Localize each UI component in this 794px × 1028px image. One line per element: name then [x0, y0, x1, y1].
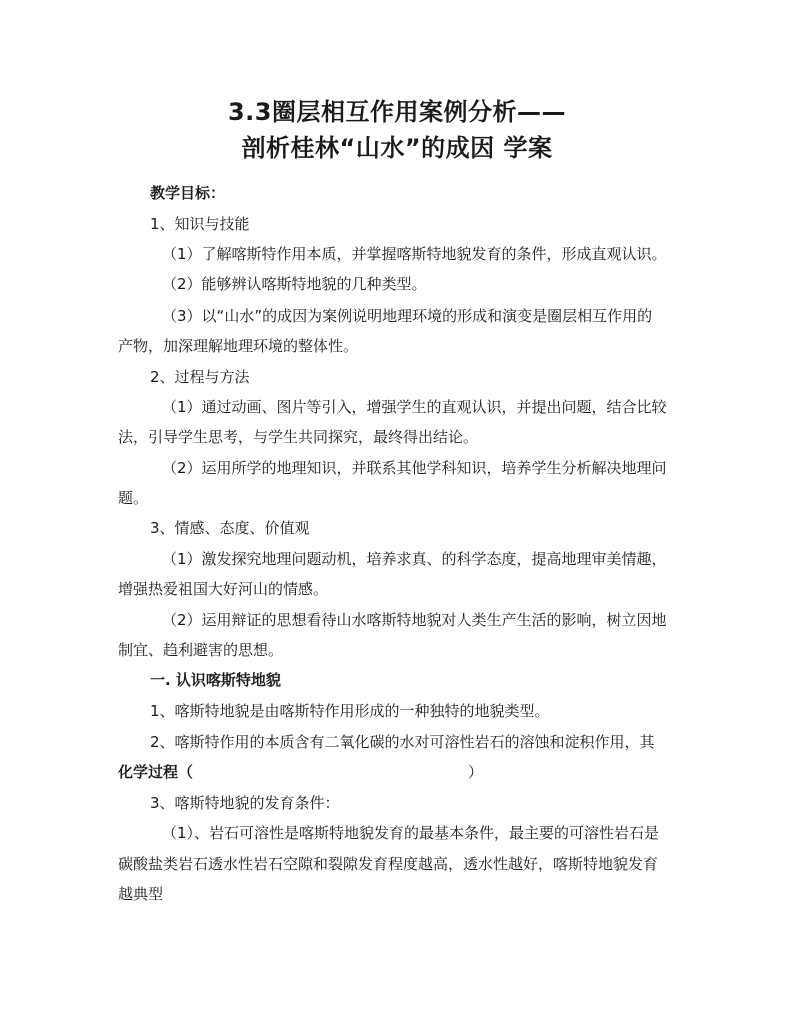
section-2-heading: 2、过程与方法: [150, 368, 250, 386]
objective-3-item-1-cont: 增强热爱祖国大好河山的情感。: [118, 580, 329, 598]
condition-item-1-end: 越典型: [118, 885, 164, 903]
chemical-process-blank-close: ）: [468, 763, 484, 781]
part-1-paragraph-2: 2、喀斯特作用的本质含有二氧化碳的水对可溶性岩石的溶蚀和淀积作用，其: [150, 733, 655, 751]
chemical-process-label: 化学过程（: [118, 763, 194, 781]
section-3-heading: 3、情感、态度、价值观: [150, 519, 310, 537]
objective-2-item-2: （2）运用所学的地理知识，并联系其他学科知识，培养学生分析解决地理问: [162, 459, 667, 477]
objective-2-item-1-cont: 法，引导学生思考，与学生共同探究，最终得出结论。: [118, 428, 479, 446]
objective-3-item-1: （1）激发探究地理问题动机，培养求真、的科学态度，提高地理审美情趣，: [162, 550, 667, 568]
objective-1-item-1: （1）了解喀斯特作用本质，并掌握喀斯特地貌发育的条件，形成直观认识。: [162, 245, 667, 263]
objectives-heading: 教学目标：: [150, 184, 226, 202]
section-1-heading: 1、知识与技能: [150, 215, 250, 233]
objective-2-item-2-cont: 题。: [118, 489, 149, 507]
objective-3-item-2-cont: 制宜、趋利避害的思想。: [118, 641, 284, 659]
objective-1-item-3-cont: 产物，加深理解地理环境的整体性。: [118, 337, 359, 355]
condition-item-1-cont: 碳酸盐类岩石透水性岩石空隙和裂隙发育程度越高，透水性越好，喀斯特地貌发育: [118, 855, 659, 873]
objective-3-item-2: （2）运用辩证的思想看待山水喀斯特地貌对人类生产生活的影响，树立因地: [162, 611, 667, 629]
condition-item-1: （1）、岩石可溶性是喀斯特地貌发育的最基本条件，最主要的可溶性岩石是: [162, 824, 660, 842]
part-1-paragraph-3: 3、喀斯特地貌的发育条件：: [150, 794, 340, 812]
document-title-line-2: 剖析桂林“山水”的成因 学案: [241, 134, 553, 162]
document-title-line-1: 3.3圈层相互作用案例分析——: [227, 98, 566, 126]
objective-1-item-3: （3）以“山水”的成因为案例说明地理环境的形成和演变是圈层相互作用的: [162, 307, 653, 325]
part-1-heading: 一. 认识喀斯特地貌: [150, 671, 281, 689]
objective-1-item-2: （2）能够辨认喀斯特地貌的几种类型。: [162, 275, 427, 293]
part-1-paragraph-1: 1、喀斯特地貌是由喀斯特作用形成的一种独特的地貌类型。: [150, 702, 550, 720]
objective-2-item-1: （1）通过动画、图片等引入，增强学生的直观认识，并提出问题，结合比较: [162, 398, 667, 416]
